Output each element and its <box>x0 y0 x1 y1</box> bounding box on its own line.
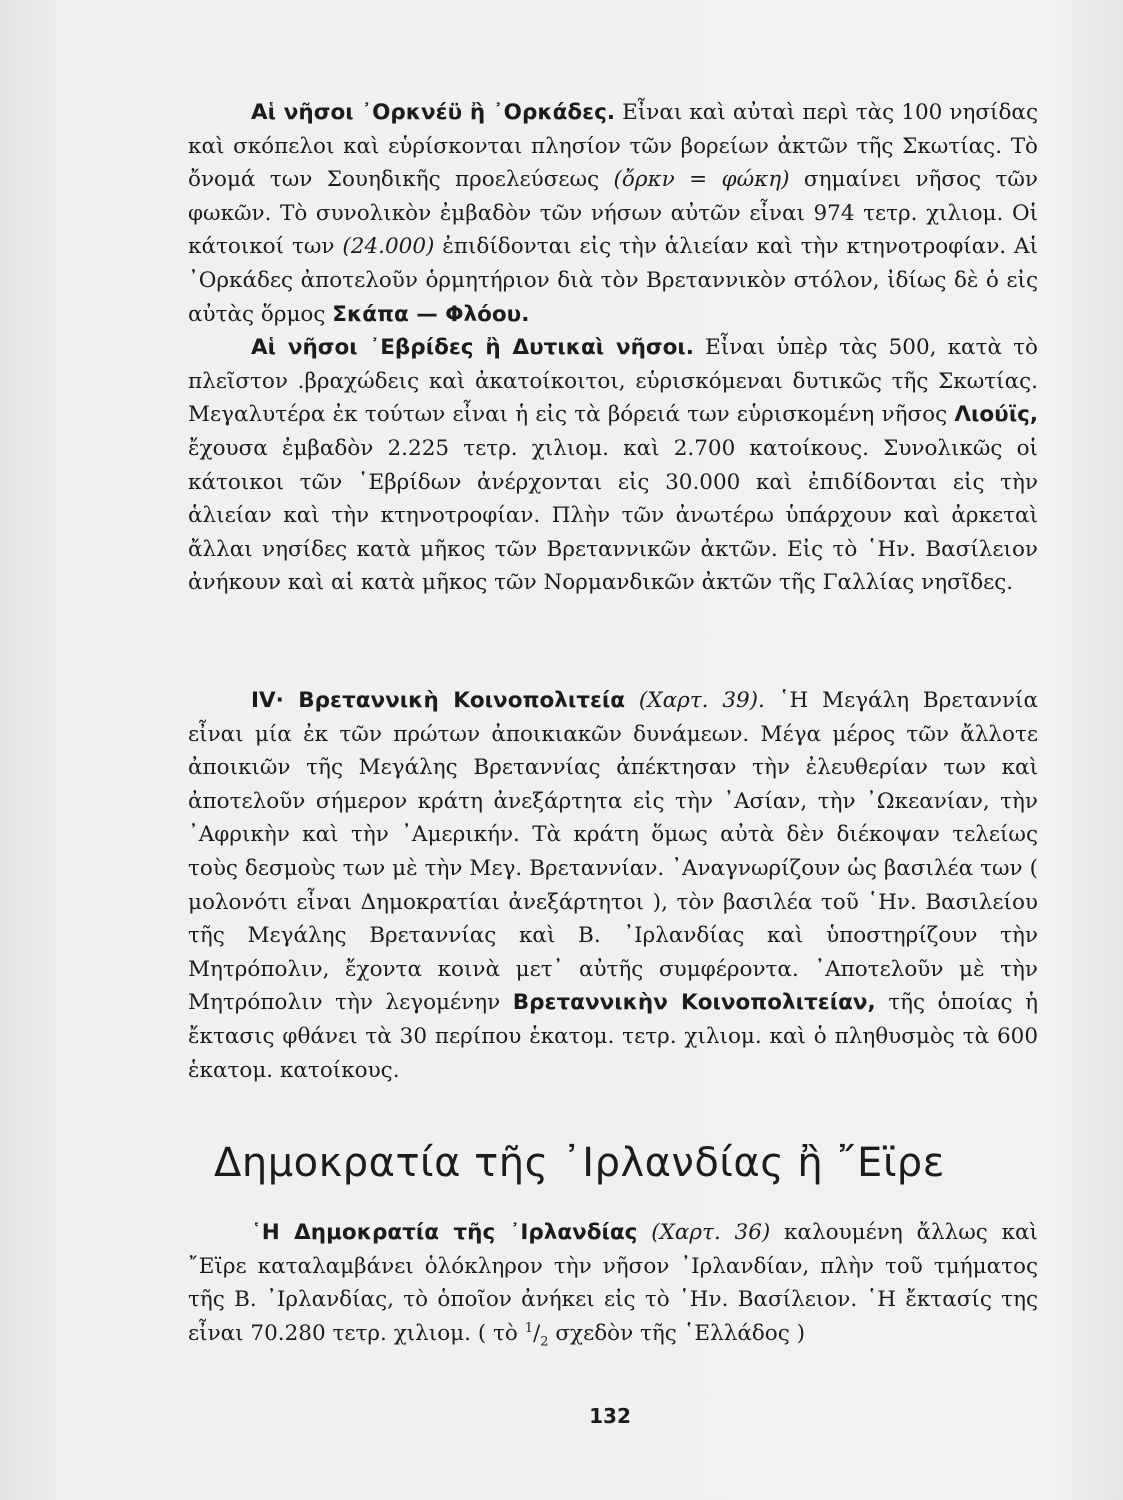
ireland-text-1: καλουμένη ἄλλως καὶ ῎Εϊρε καταλαμβάνει ὁλόκληρον τὴν νῆσον ᾽Ιρλανδίαν, πλὴν τοῦ τμήματος τῆς Β. ᾽Ιρλανδίας, τὸ ὁποῖον ἀνήκει εἰς τὸ ῾Ην. Βασίλειον. ῾Η ἔκτασίς της εἶναι 70.280 τετρ. χιλιομ. ( τὸ <box>188 1220 1038 1346</box>
orkney-etymology: (ὄρκν = φώκη) <box>613 167 790 193</box>
ireland-text-2: σχεδὸν τῆς ῾Ελλάδος ) <box>548 1320 806 1346</box>
commonwealth-paragraph <box>188 684 1038 1087</box>
hebrides-text-2: ἔχουσα ἐμβαδὸν 2.225 τετρ. χιλιομ. καὶ 2.700 κατοίκους. Συνολικῶς οἱ κάτοικοι τῶν ῾Εβρίδων ἀνέρχονται εἰς 30.000 καὶ ἐπιδίδονται εἰς τὴν ἁλιείαν καὶ τὴν κτηνοτροφίαν. Πλὴν τῶν ἀνωτέρω ὑπάρχουν καὶ ἀρκεταὶ ἄλλαι νησίδες κατὰ μῆκος τῶν Βρεταννικῶν ἀκτῶν. Εἰς τὸ ῾Ην. Βασίλειον ἀνήκουν καὶ αἱ κατὰ μῆκος τῶν Νορμανδικῶν ἀκτῶν τῆς Γαλλίας νησῖδες. <box>188 435 1038 596</box>
ireland-map-ref: (Χαρτ. 36) <box>651 1220 771 1245</box>
hebrides-paragraph <box>188 331 1038 600</box>
fraction-denominator: 2 <box>540 1334 549 1350</box>
ireland-section <box>188 1216 1038 1350</box>
orkney-population: (24.000) <box>342 234 435 260</box>
hebrides-heading: Αἱ νῆσοι ᾽Εβρίδες ἢ Δυτικαὶ νῆσοι. <box>251 335 694 361</box>
page-number: 132 <box>589 1404 631 1428</box>
commonwealth-section <box>188 684 1038 1087</box>
commonwealth-heading: IV· Βρεταννικὴ Κοινοπολιτεία <box>251 688 626 713</box>
fraction-slash: / <box>533 1320 541 1346</box>
hebrides-text-1: Εἶναι ὑπὲρ τὰς 500, κατὰ τὸ πλεῖστον .βραχώδεις καὶ ἀκατοίκοιτοι, εὑρισκόμεναι δυτικῶς τῆς Σκωτίας. Μεγαλυτέρα ἐκ τούτων εἶναι ἡ εἰς τὰ βόρειά των εὑρισκομένη νῆσος <box>188 335 1038 428</box>
ireland-heading: ῾Η Δημοκρατία τῆς ᾽Ιρλανδίας <box>251 1220 638 1245</box>
commonwealth-map-ref: (Χαρτ. 39). <box>638 688 765 713</box>
fraction-numerator: 1 <box>524 1320 533 1336</box>
orkney-text-1: Εἶναι καὶ αὐταὶ περὶ τὰς 100 νησίδας καὶ σκόπελοι καὶ εὑρίσκονται πλησίον τῶν βορείων ἀκτῶν τῆς Σκωτίας. Τὸ ὄνομά των Σουηδικῆς προελεύσεως <box>188 100 1038 193</box>
ireland-title: Δημοκρατία τῆς ᾽Ιρλανδίας ἢ ῎Εϊρε <box>214 1140 945 1186</box>
orkney-hebrides-section <box>188 96 1038 600</box>
ireland-paragraph <box>188 1216 1038 1350</box>
commonwealth-term: Βρεταννικὴν Κοινοπολιτείαν, <box>512 990 876 1016</box>
commonwealth-text-1: ῾Η Μεγάλη Βρεταννία εἶναι μία ἐκ τῶν πρώτων ἀποικιακῶν δυνάμεων. Μέγα μέρος τῶν ἄλλοτε ἀποικιῶν τῆς Μεγάλης Βρεταννίας ἀπέκτησαν τὴν ἐλευθερίαν των καὶ ἀποτελοῦν σήμερον κράτη ἀνεξάρτητα εἰς τὴν ᾽Ασίαν, τὴν ᾽Ωκεανίαν, τὴν ᾽Αφρικὴν καὶ τὴν ᾽Αμερικήν. Τὰ κράτη ὅμως αὐτὰ δὲν διέκοψαν τελείως τοὺς δεσμοὺς των μὲ τὴν Μεγ. Βρεταννίαν. ᾽Αναγνωρίζουν ὡς βασιλέα των ( μολονότι εἶναι Δημοκρατίαι ἀνεξάρτητοι ), τὸν βασιλέα τοῦ ῾Ην. Βασιλείου τῆς Μεγάλης Βρεταννίας καὶ Β. ᾽Ιρλανδίας καὶ ὑποστηρίζουν τὴν Μητρόπολιν, ἔχοντα κοινὰ μετ᾽ αὐτῆς συμφέροντα. ᾽Αποτελοῦν μὲ τὴν Μητρόπολιν τὴν λεγομένην <box>188 688 1038 1016</box>
orkney-heading: Αἱ νῆσοι ᾽Ορκνέϋ ἢ ᾽Ορκάδες. <box>251 100 616 125</box>
orkney-text-2: σημαίνει νῆσος τῶν φωκῶν. Τὸ συνολικὸν ἐμβαδὸν τῶν νήσων αὐτῶν εἶναι 974 τετρ. χιλιομ. Οἱ κάτοικοί των <box>188 167 1038 260</box>
orkney-paragraph <box>188 96 1038 331</box>
orkney-harbour: Σκάπα — Φλόου. <box>332 301 530 327</box>
commonwealth-text-2: τῆς ὁποίας ἡ ἔκτασις φθάνει τὰ 30 περίπου ἑκατομ. τετρ. χιλιομ. καὶ ὁ πληθυσμὸς τὰ 600 ἑκατομ. κατοίκους. <box>188 990 1038 1083</box>
orkney-text-3: ἐπιδίδονται εἰς τὴν ἁλιείαν καὶ τὴν κτηνοτροφίαν. Αἱ ᾽Ορκάδες ἀποτελοῦν ὁρμητήριον διὰ τὸν Βρεταννικὸν στόλον, ἰδίως δὲ ὁ εἰς αὐτὰς ὅρμος <box>188 234 1039 327</box>
hebrides-island: Λιούϊς, <box>954 402 1038 428</box>
